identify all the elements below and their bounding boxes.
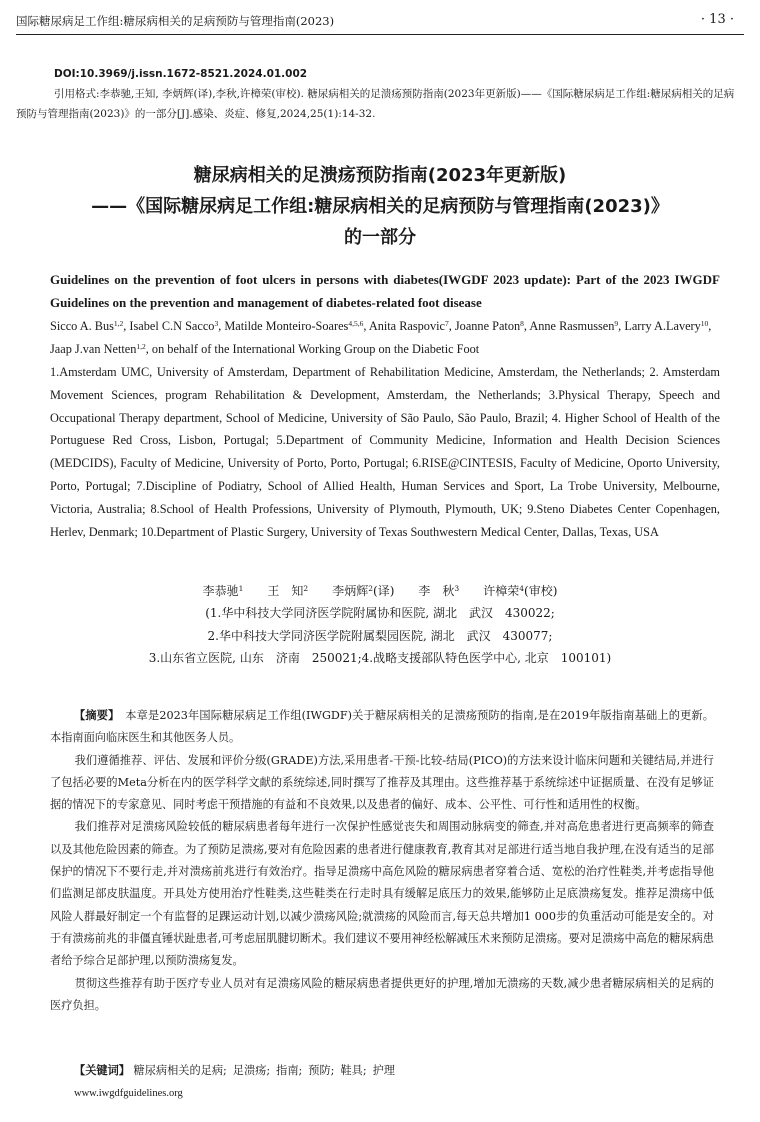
keyword: 糖尿病相关的足病; — [133, 1064, 227, 1077]
abstract — [50, 705, 714, 1017]
abstract-paragraph: 【摘要】 本章是2023年国际糖尿病足工作组(IWGDF)关于糖尿病相关的足溃疡预防的指南,是在2019年版指南基础上的更新。本指南面向临床医生和其他医务人员。 — [50, 709, 714, 745]
abstract-label: 【摘要】 — [74, 709, 114, 722]
english-authors: Sicco A. Bus$^{1,2}$, Isabel C.N Sacco$^3$, Matilde Monteiro-Soares$^{4,5,6}$, Anita Raspovic$^7$, Joanne Paton$^8$, Anne Rasmussen$^9$, Larry A.Lavery$^{10}$, Jaap J.van Netten$^{1,2}$, on behalf of the International Working Group on the Diabetic Foot — [50, 319, 712, 356]
running-title: 国际糖尿病足工作组:糖尿病相关的足病预防与管理指南(2023) — [16, 14, 335, 28]
affiliation-line: 3.山东省立医院, 山东 济南 250021;4.战略支援部队特色医学中心, 北京 100101) — [148, 651, 612, 665]
author-role: (审校) — [524, 584, 558, 598]
author-name: Joanne Paton — [454, 319, 521, 333]
author-affiliation-mark: 1,2 — [136, 342, 146, 351]
author-name: Anita Raspovic — [368, 319, 445, 333]
author-name: Jaap J.van Netten — [50, 342, 137, 356]
author-affiliation-mark: 2 — [303, 584, 309, 593]
english-title: Guidelines on the prevention of foot ulcers in persons with diabetes(IWGDF 2023 update): Part of the 2023 IWGDF Guidelines on the prevention and management of diabetes-related foot disease — [50, 272, 720, 310]
author-affiliation-mark: 2 — [368, 584, 374, 593]
author-affiliation-mark: 1 — [238, 584, 244, 593]
author-name: Anne Rasmussen — [529, 319, 615, 333]
abstract-paragraph: 贯彻这些推荐有助于医疗专业人员对有足溃疡风险的糖尿病患者提供更好的护理,增加无溃疡的天数,减少患者糖尿病相关的足病的医疗负担。 — [50, 976, 714, 1012]
article-meta — [16, 64, 744, 124]
page-number: · 13 · — [700, 12, 734, 27]
citation-format: 引用格式:李恭驰,王知, 李炳辉(译),李秋,许樟荣(审校). 糖尿病相关的足溃疡预防指南(2023年更新版)——《国际糖尿病足工作组:糖尿病相关的足病预防与管理指南(2023)》的一部分[J].感染、炎症、修复,2024,25(1):14-32. — [16, 88, 735, 120]
affiliation-line: 2.华中科技大学同济医学院附属梨园医院, 湖北 武汉 430077; — [207, 628, 553, 643]
abstract-paragraph: 我们遵循推荐、评估、发展和评价分级(GRADE)方法,采用患者-干预-比较-结局(PICO)的方法来设计临床问题和关键结局,并进行了包括必要的Meta分析在内的医学科学文献的系统综述,同时撰写了推荐及其理由。这些推荐基于系统综述中证据质量、在没有足够证据的情况下的专家意见、同时考虑干预措施的有益和不良效果,以及患者的偏好、成本、公平性、可行性和适用性的权衡。 — [50, 753, 714, 812]
doi: DOI:10.3969/j.issn.1672-8521.2024.01.002 — [54, 68, 308, 80]
title-line-1: 糖尿病相关的足溃疡预防指南(2023年更新版) — [193, 165, 567, 186]
author-name: Sicco A. Bus — [50, 319, 114, 333]
english-affiliations: 1.Amsterdam UMC, University of Amsterdam, Department of Rehabilitation Medicine, Amsterdam, the Netherlands; 2. Amsterdam Movement Sciences, program Rehabilitation & Development, Amsterdam, the Netherlands; 3.Physical Therapy, Speech and Occupational Therapy department, School of Medicine, University of São Paulo, São Paulo, Brazil; 4. Higher School of Health of the Portuguese Red Cross, Lisbon, Portugal; 5.Department of Community Medicine, Information and Health Decision Sciences (MEDCIDS), Faculty of Medicine, University of Porto, Porto, Portugal; 6.RISE@CINTESIS, Faculty of Medicine, Oporto University, Porto, Portugal; 7.Discipline of Podiatry, School of Allied Health, Human Services and Sport, La Trobe University, Melbourne, Victoria, Australia; 8.School of Health Professions, University of Plymouth, Plymouth, UK; 9.Steno Diabetes Center Copenhagen, Herlev, Denmark; 10.Department of Plastic Surgery, University of Texas Southwestern Medical Center, Dallas, Texas, USA — [50, 365, 720, 539]
author-affiliation-mark: 3 — [214, 319, 219, 328]
keyword: 鞋具; — [340, 1064, 367, 1077]
author-affiliation-mark: 1,2 — [113, 319, 124, 328]
keyword: 指南; — [276, 1064, 303, 1077]
behalf-line: on behalf of the International Working Group on the Diabetic Foot — [151, 342, 480, 356]
author-affiliation-mark: 9 — [614, 319, 619, 328]
author-name: Isabel C.N Sacco — [129, 319, 215, 333]
author-role: (译) — [373, 584, 395, 598]
author-name: 李恭驰 — [202, 584, 239, 598]
running-header — [16, 10, 744, 35]
website-link[interactable]: www.iwgdfguidelines.org — [74, 1088, 183, 1099]
keywords-label: 【关键词】 — [74, 1064, 130, 1077]
author-name: Larry A.Lavery — [624, 319, 701, 333]
author-name: 王 知 — [267, 584, 304, 598]
author-affiliation-mark: 3 — [454, 584, 460, 593]
author-name: 许樟荣 — [483, 584, 520, 598]
keywords — [74, 1061, 714, 1081]
chinese-authors — [0, 580, 760, 602]
article-title — [0, 160, 760, 253]
author-name: 李 秋 — [418, 584, 455, 598]
author-affiliation-mark: 10 — [700, 319, 709, 328]
keyword: 预防; — [308, 1064, 335, 1077]
author-name: 李炳辉 — [332, 584, 369, 598]
author-affiliation-mark: 4,5,6 — [348, 319, 364, 328]
author-name: Matilde Monteiro-Soares — [224, 319, 349, 333]
author-affiliation-mark: 8 — [520, 319, 524, 328]
keyword: 足溃疡; — [232, 1064, 271, 1077]
chinese-affiliations — [0, 602, 760, 670]
abstract-paragraph: 我们推荐对足溃疡风险较低的糖尿病患者每年进行一次保护性感觉丧失和周围动脉病变的筛查,并对高危患者进行更高频率的筛查以及其他危险因素的筛查。为了预防足溃疡,要对有危险因素的患者进行健康教育,教育其对足部进行适当地自我护理,在没有适当的足部保护的情况下不要行走,并对溃疡前兆进行有效治疗。指导足溃疡中高危风险的糖尿病患者穿着合适、宽松的治疗性鞋类,并考虑指导他们监测足部皮肤温度。开具处方使用治疗性鞋类,这些鞋类在行走时具有缓解足底压力的效果,能够防止足底溃疡复发。推荐足溃疡中低风险人群最好制定一个有监督的足踝运动计划,以减少溃疡风险;就溃疡的风险而言,每天总共增加1 000步的负重活动可能是安全的。对于有溃疡前兆的非僵直锤状趾患者,可考虑屈肌腱切断术。我们建议不要用神经松解减压术来预防足溃疡。要对足溃疡中高危的糖尿病患者给予综合足部护理,以预防溃疡复发。 — [50, 820, 714, 968]
author-affiliation-mark: 7 — [444, 319, 449, 328]
title-line-3: 的一部分 — [344, 227, 416, 248]
affiliation-line: (1.华中科技大学同济医学院附属协和医院, 湖北 武汉 430022; — [205, 606, 555, 620]
keyword: 护理 — [372, 1064, 395, 1077]
title-line-2: ——《国际糖尿病足工作组:糖尿病相关的足病预防与管理指南(2023)》 — [91, 196, 669, 217]
author-affiliation-mark: 4 — [519, 584, 525, 593]
